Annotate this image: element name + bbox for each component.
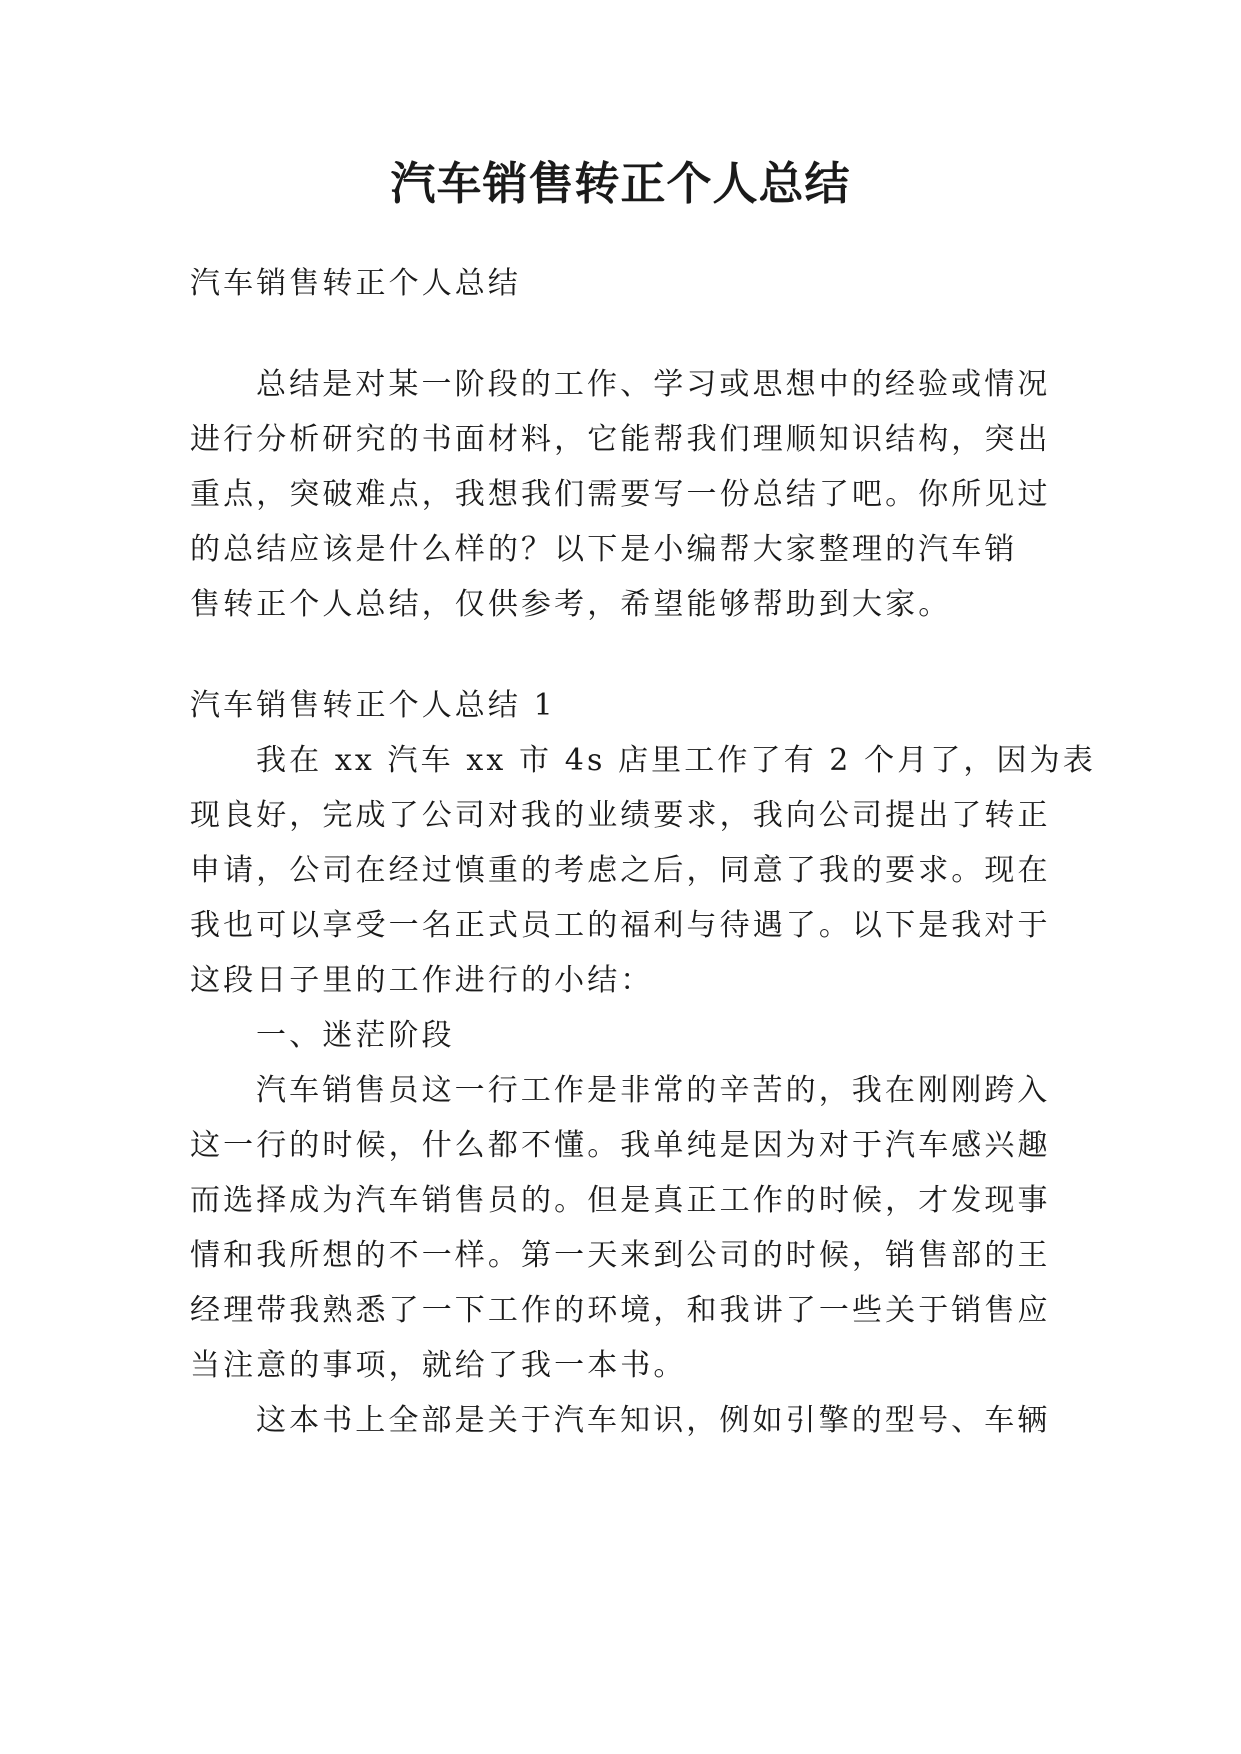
intro-line: 进行分析研究的书面材料，它能帮我们理顺知识结构，突出 bbox=[190, 422, 1051, 457]
paragraph-line: 现良好，完成了公司对我的业绩要求，我向公司提出了转正 bbox=[190, 798, 1051, 833]
paragraph-line: 我也可以享受一名正式员工的福利与待遇了。以下是我对于 bbox=[190, 908, 1051, 943]
intro-line: 的总结应该是什么样的？以下是小编帮大家整理的汽车销 bbox=[190, 532, 1018, 567]
paragraph-line: 申请，公司在经过慎重的考虑之后，同意了我的要求。现在 bbox=[190, 853, 1051, 888]
paragraph-line: 当注意的事项，就给了我一本书。 bbox=[190, 1348, 687, 1383]
intro-line: 重点，突破难点，我想我们需要写一份总结了吧。你所见过 bbox=[190, 477, 1051, 512]
document-subtitle: 汽车销售转正个人总结 bbox=[190, 266, 521, 301]
intro-line: 售转正个人总结，仅供参考，希望能够帮助到大家。 bbox=[190, 587, 952, 622]
paragraph-line: 情和我所想的不一样。第一天来到公司的时候，销售部的王 bbox=[190, 1238, 1051, 1273]
paragraph-line: 这一行的时候，什么都不懂。我单纯是因为对于汽车感兴趣 bbox=[190, 1128, 1051, 1163]
paragraph-line: 汽车销售员这一行工作是非常的辛苦的，我在刚刚跨入 bbox=[256, 1073, 1051, 1108]
intro-line: 总结是对某一阶段的工作、学习或思想中的经验或情况 bbox=[256, 367, 1051, 402]
document-title: 汽车销售转正个人总结 bbox=[390, 157, 851, 210]
paragraph-line: 而选择成为汽车销售员的。但是真正工作的时候，才发现事 bbox=[190, 1183, 1051, 1218]
section-heading: 汽车销售转正个人总结 1 bbox=[190, 688, 556, 723]
paragraph-line: 这段日子里的工作进行的小结： bbox=[190, 963, 654, 998]
paragraph-line: 这本书上全部是关于汽车知识，例如引擎的型号、车辆 bbox=[256, 1403, 1051, 1438]
paragraph-line: 经理带我熟悉了一下工作的环境，和我讲了一些关于销售应 bbox=[190, 1293, 1051, 1328]
subheading: 一、迷茫阶段 bbox=[256, 1018, 455, 1053]
paragraph-line: 我在 xx 汽车 xx 市 4s 店里工作了有 2 个月了，因为表 bbox=[256, 743, 1096, 778]
